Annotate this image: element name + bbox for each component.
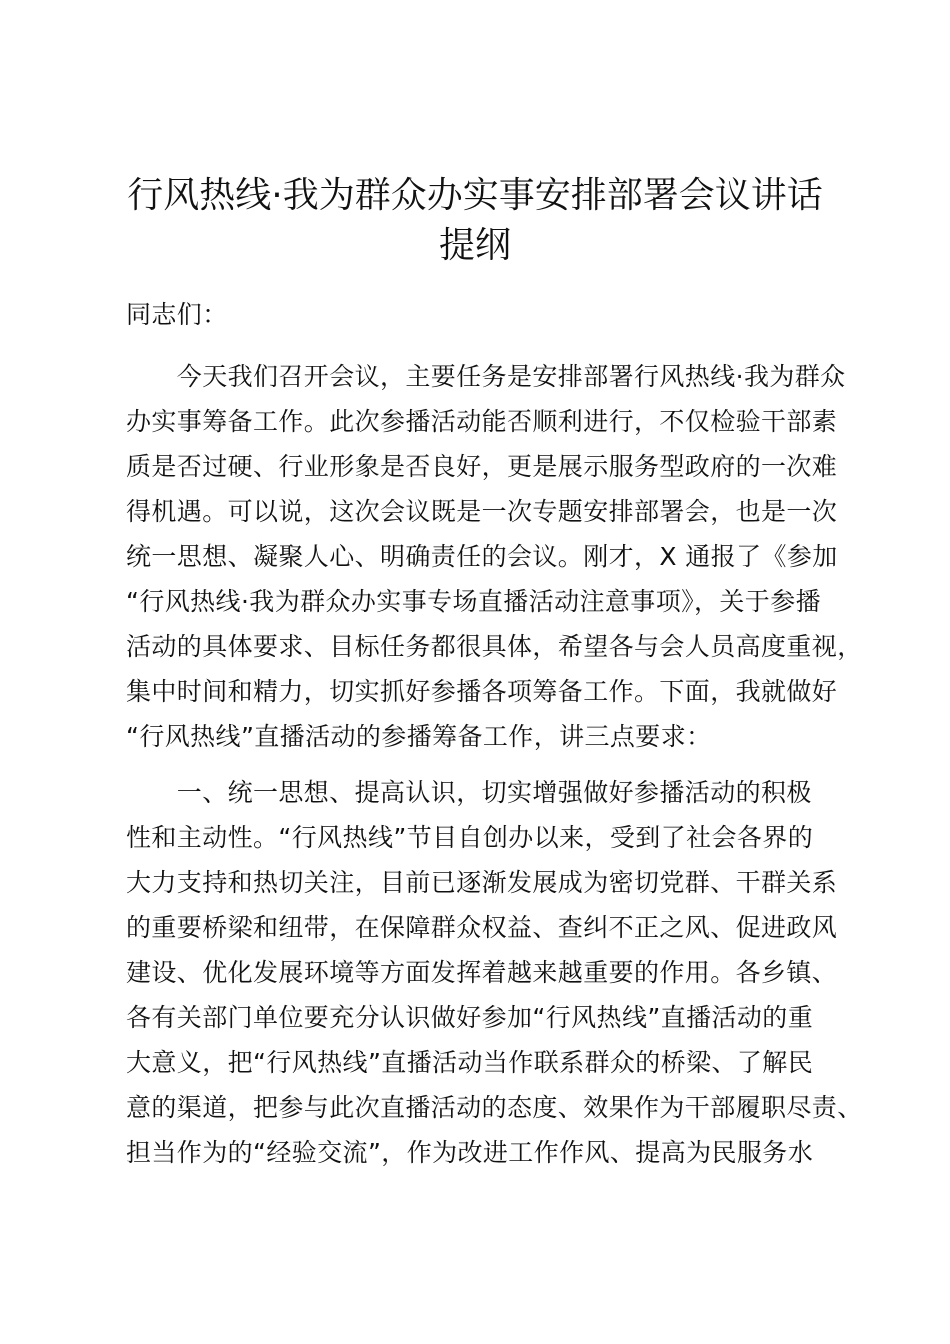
paragraph-line: 活动的具体要求、目标任务都很具体，希望各与会人员高度重视， (126, 632, 863, 661)
paragraph-intro (126, 354, 863, 759)
paragraph-line: 得机遇。可以说，这次会议既是一次专题安排部署会，也是一次 (126, 497, 838, 526)
paragraph-section-one (126, 770, 863, 1175)
paragraph-line: 办实事筹备工作。此次参播活动能否顺利进行，不仅检验干部素 (126, 407, 838, 436)
paragraph-line: 质是否过硬、行业形象是否良好，更是展示服务型政府的一次难 (126, 452, 838, 481)
paragraph-line: 大意义，把“行风热线”直播活动当作联系群众的桥梁、了解民 (126, 1048, 814, 1077)
document-title-line-1: 行风热线·我为群众办实事安排部署会议讲话 (127, 175, 823, 216)
paragraph-line: 集中时间和精力，切实抓好参播各项筹备工作。下面，我就做好 (126, 677, 838, 706)
paragraph-line: “行风热线”直播活动的参播筹备工作，讲三点要求： (126, 722, 712, 751)
paragraph-line: 担当作为的“经验交流”，作为改进工作作风、提高为民服务水 (126, 1138, 814, 1167)
paragraph-line: 今天我们召开会议，主要任务是安排部署行风热线·我为群众 (126, 362, 846, 391)
document-title-line-2: 提纲 (438, 225, 511, 266)
paragraph-line: 大力支持和热切关注，目前已逐渐发展成为密切党群、干群关系 (126, 868, 838, 897)
paragraph-line: 性和主动性。“行风热线”节目自创办以来，受到了社会各界的 (126, 823, 814, 852)
salutation: 同志们： (126, 300, 228, 329)
paragraph-line: 一、统一思想、提高认识，切实增强做好参播活动的积极 (126, 778, 812, 807)
paragraph-line: 各有关部门单位要充分认识做好参加“行风热线”直播活动的重 (126, 1003, 814, 1032)
paragraph-line: 意的渠道，把参与此次直播活动的态度、效果作为干部履职尽责、 (126, 1093, 863, 1122)
paragraph-line: 统一思想、凝聚人心、明确责任的会议。刚才，X 通报了《参加 (126, 542, 838, 571)
paragraph-line: 的重要桥梁和纽带，在保障群众权益、查纠不正之风、促进政风 (126, 913, 838, 942)
paragraph-line: 建设、优化发展环境等方面发挥着越来越重要的作用。各乡镇、 (126, 958, 838, 987)
paragraph-line: “行风热线·我为群众办实事专场直播活动注意事项》，关于参播 (126, 587, 822, 616)
